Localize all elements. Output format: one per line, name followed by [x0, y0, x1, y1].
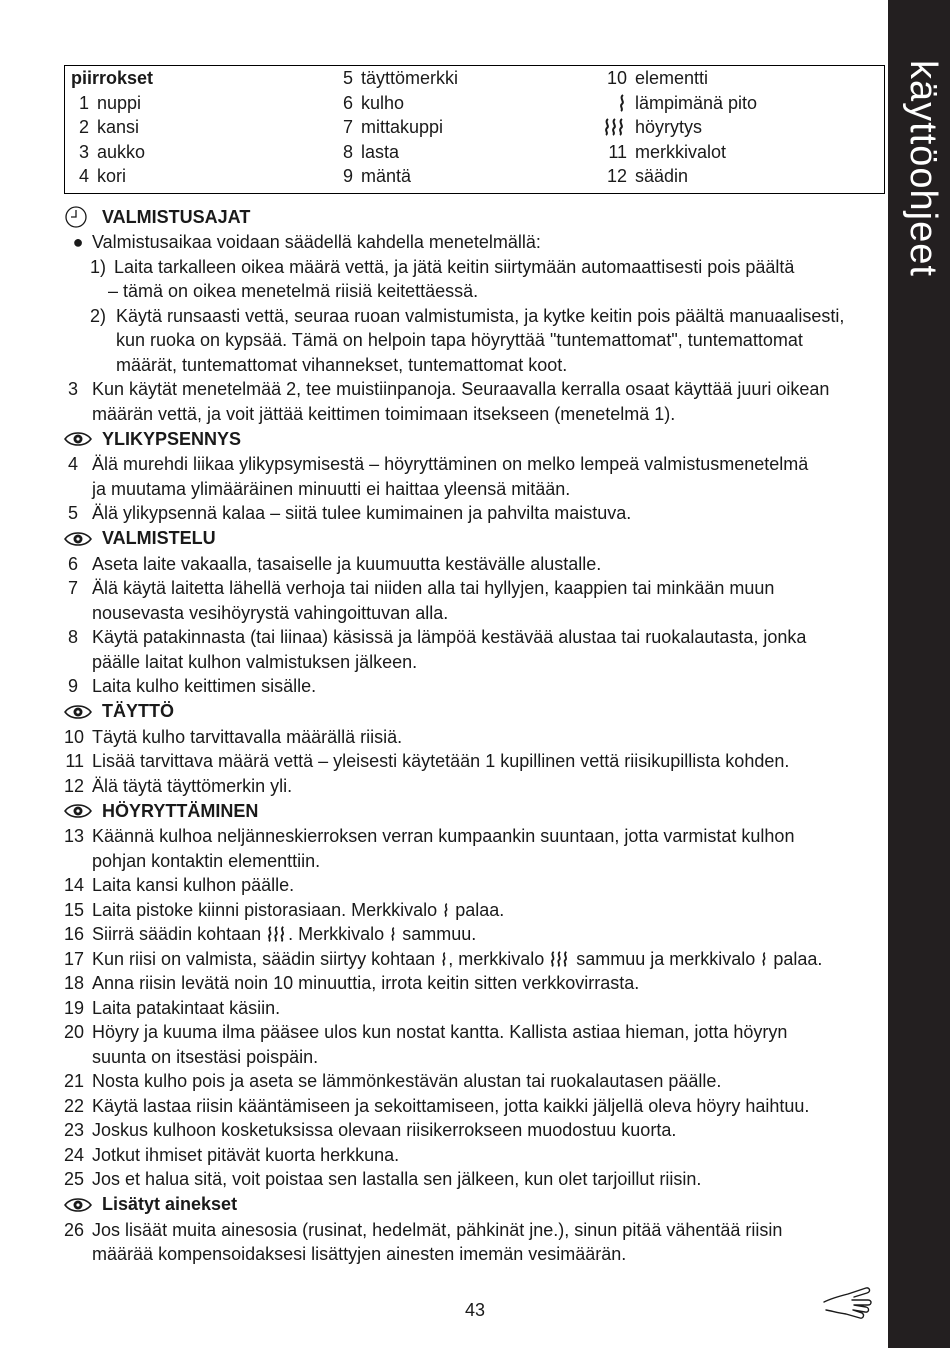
eye-icon [64, 1197, 102, 1213]
list-item: 5 Älä ylikypsennä kalaa – siitä tulee kumimainen ja pahvilta maistuva. [67, 503, 632, 523]
legend-item: 10 elementti [606, 68, 709, 88]
section-heading-ylikypsennys: YLIKYPSENNYS [64, 426, 888, 452]
list-item: 21 Nosta kulho pois ja aseta se lämmönkestävän alustan tai ruokalautasen päälle. [64, 1071, 722, 1091]
warm-symbol-icon [440, 950, 448, 968]
legend-item: 12 säädin [606, 166, 689, 186]
legend-item: 7 mittakuppi [342, 117, 444, 137]
list-item: 9 Laita kulho keittimen sisälle. [67, 676, 317, 696]
legend-item: 3 aukko [78, 141, 146, 162]
list-item: 24 Jotkut ihmiset pitävät kuorta herkkuna. [64, 1144, 400, 1165]
list-item: 8 Käytä patakinnasta (tai liinaa) käsissä ja lämpöä kestävää alustaa tai ruokalautasta, jonka päälle laitat kulhon valmistuksen jälkeen. [67, 627, 807, 672]
sidebar-title: käyttöohjeet [902, 60, 944, 277]
list-item: 17 Kun riisi on valmista, säädin siirtyy kohtaan , merkkivalo sammuu ja merkkivalo palaa. [64, 948, 823, 969]
sub-item-continuation: – tämä on oikea menetelmä riisiä keitettäessä. [108, 281, 479, 301]
list-item: 19 Laita patakintaat käsiin. [64, 997, 281, 1018]
bullet-icon: ● [72, 232, 84, 252]
sidebar-tab [888, 0, 950, 1348]
legend-column-3 [601, 66, 757, 189]
legend-item: 5 täyttömerkki [342, 68, 459, 88]
legend-item: 11 merkkivalot [608, 141, 727, 162]
sub-item-continuation: määrät, tuntemattomat vihannekset, tuntemattomat koot. [116, 354, 568, 375]
legend-heading: piirrokset [71, 68, 154, 88]
list-item: ● Valmistusaikaa voidaan säädellä kahdella menetelmällä: [64, 230, 888, 255]
pointing-hand-icon [822, 1280, 876, 1327]
list-item: 4 Älä murehdi liikaa ylikypsymisestä – höyryttäminen on melko lempeä valmistusmenetelmä ja muutama ylimääräinen minuutti ei haittaa yleensä mitään. [67, 454, 809, 499]
warm-symbol-icon [617, 93, 627, 113]
list-item: 20 Höyry ja kuuma ilma pääsee ulos kun nostat kantta. Kallista astiaa hieman, jotta höyryn suunta on itsestäsi poispäin. [64, 1022, 788, 1067]
legend-column-1 [71, 66, 153, 189]
list-item: 23 Joskus kulhoon kosketuksissa olevaan riisikerrokseen muodostuu kuorta. [64, 1120, 677, 1140]
sub-item: 2) Käytä runsaasti vettä, seuraa ruoan valmistumista, ja kytke keitin pois päältä manuaalisesti, [90, 305, 845, 326]
sub-list [64, 255, 888, 378]
section-heading-lisatyt: Lisätyt ainekset [64, 1192, 888, 1218]
legend-item: 6 kulho [342, 92, 405, 113]
steam-symbol-icon [266, 925, 288, 943]
legend-item: 9 mäntä [342, 166, 412, 186]
eye-icon [64, 531, 102, 547]
legend-item: höyrytys [601, 115, 757, 140]
eye-icon [64, 431, 102, 447]
section-heading-valmistelu: VALMISTELU [64, 526, 888, 552]
section-heading-hoyryttaminen: HÖYRYTTÄMINEN [64, 798, 888, 824]
main-content [64, 204, 888, 1267]
legend-item: 1 nuppi [78, 92, 142, 113]
section-heading-valmistusajat: VALMISTUSAJAT [64, 204, 888, 230]
warm-symbol-icon [442, 901, 450, 919]
list-item: 3 Kun käytät menetelmää 2, tee muistiinpanoja. Seuraavalla kerralla osaat käyttää juuri oikean määrän vettä, ja voit jättää keittimen toimimaan itsekseen (menetelmä 1). [67, 379, 830, 424]
list-item: 15 Laita pistoke kiinni pistorasiaan. Merkkivalo palaa. [64, 899, 505, 920]
warm-symbol-icon [389, 925, 397, 943]
list-item: 26 Jos lisäät muita ainesosia (rusinat, hedelmät, pähkinät jne.), sinun pitää vähentää riisin määrää kompensoidaksesi lisättyjen ainesten imemän vesimäärän. [64, 1219, 783, 1264]
list-item: 11 Lisää tarvittava määrä vettä – yleisesti käytetään 1 kupillinen vettä riisikupillista kohden. [65, 751, 790, 771]
list-item: 22 Käytä lastaa riisin kääntämiseen ja sekoittamiseen, jotta kaikki jäljellä oleva höyry haihtuu. [64, 1095, 810, 1116]
list-item: 7 Älä käytä laitetta lähellä verhoja tai niiden alla tai hyllyjen, kaappien tai minkään muun nousevasta vesihöyrystä vahingoittuvan alla. [67, 578, 775, 623]
list-item: 14 Laita kansi kulhon päälle. [64, 875, 295, 895]
list-item: 18 Anna riisin levätä noin 10 minuuttia, irrota keitin sitten verkkovirrasta. [64, 973, 640, 993]
list-item: 25 Jos et halua sitä, voit poistaa sen lastalla sen jälkeen, kun olet tarjoillut riisin. [64, 1169, 702, 1189]
sub-item-continuation: kun ruoka on kypsää. Tämä on helpoin tapa höyryttää "tuntemattomat", tuntemattomat [116, 330, 803, 350]
eye-icon [64, 704, 102, 720]
eye-icon [64, 803, 102, 819]
legend-item: 4 kori [78, 166, 127, 186]
list-item: 6 Aseta laite vakaalla, tasaiselle ja kuumuutta kestävälle alustalle. [67, 553, 602, 574]
legend-item: 2 kansi [78, 117, 140, 137]
steam-symbol-icon [603, 117, 627, 137]
list-item: 10 Täytä kulho tarvittavalla määrällä riisiä. [64, 726, 403, 747]
clock-icon [64, 205, 102, 229]
list-item: 13 Käännä kulhoa neljänneskierroksen verran kumpaankin suuntaan, jotta varmistat kulhon pohjan kontaktin elementtiin. [64, 826, 795, 871]
steam-symbol-icon [549, 950, 571, 968]
legend-item: 8 lasta [342, 141, 400, 162]
list-item: 16 Siirrä säädin kohtaan . Merkkivalo sammuu. [64, 924, 477, 944]
sub-item: 1) Laita tarkalleen oikea määrä vettä, ja jätä keitin siirtymään automaattisesti pois päältä [90, 256, 795, 277]
warm-symbol-icon [760, 950, 768, 968]
legend-box [64, 65, 885, 194]
list-item: 12 Älä täytä täyttömerkin yli. [64, 775, 293, 796]
legend-column-2 [335, 66, 458, 189]
legend-item: lämpimänä pito [601, 91, 757, 116]
page-number: 43 [464, 1300, 486, 1320]
section-heading-taytto: TÄYTTÖ [64, 699, 888, 725]
